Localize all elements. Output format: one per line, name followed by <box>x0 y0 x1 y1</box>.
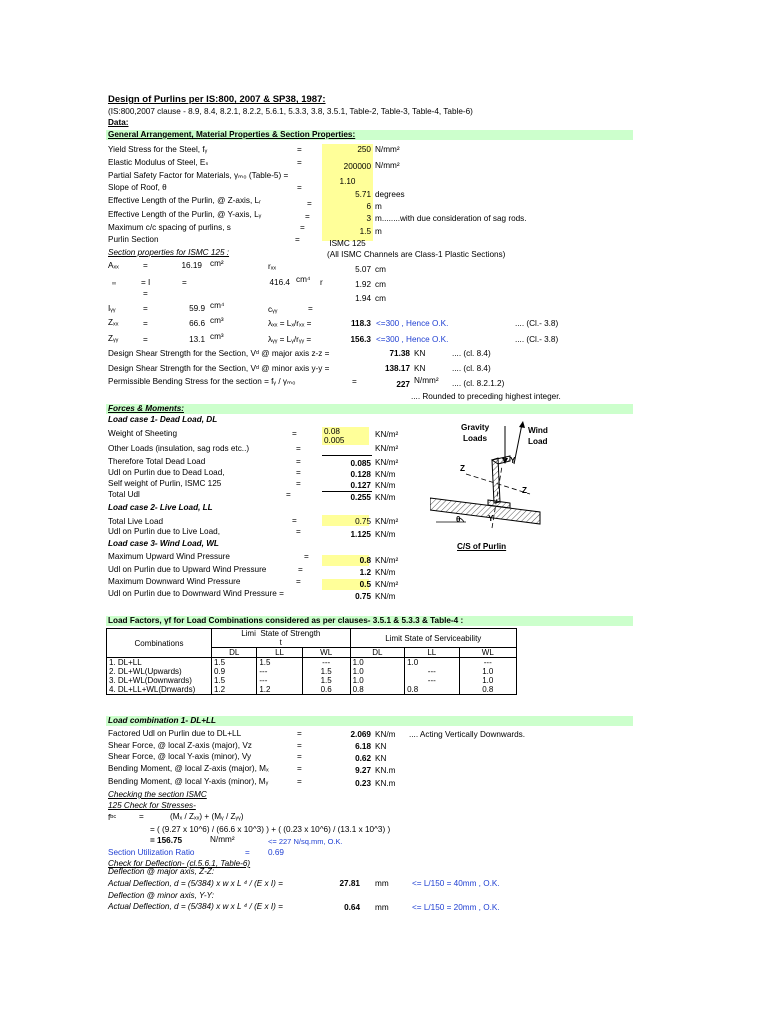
dead-unit: KN/m <box>375 481 396 490</box>
factor-cell: 1.5 <box>212 676 257 685</box>
shear-minor-value: 138.17 <box>384 364 410 373</box>
bending-stress-unit: N/mm² <box>414 376 439 385</box>
dead-eq: = <box>296 479 301 488</box>
lambda-yy-label: λᵧᵧ = Lᵧ/rᵧᵧ = <box>268 335 312 344</box>
live-eq: = <box>292 516 297 525</box>
combo-eq: = <box>297 741 302 750</box>
lambda-yy-clause: .... (Cl.- 3.8) <box>515 335 559 344</box>
shear-major-label: Design Shear Strength for the Section, Vᵈ @ major axis z-z = <box>108 349 330 358</box>
strength-header-b: State of Strength <box>260 629 321 638</box>
rounded-note: .... Rounded to preceding highest integer. <box>411 392 561 401</box>
z-axis-label: Z <box>522 486 528 495</box>
z-axis-label: Z <box>460 464 466 473</box>
izz-eq: = I <box>141 278 151 287</box>
dead-label: Total Udl <box>108 490 140 499</box>
wind-eq: = <box>298 565 303 574</box>
combo-value: 2.069 <box>350 730 371 739</box>
bending-stress-clause: .... (cl. 8.2.1.2) <box>452 379 505 388</box>
combo-label: Factored Udl on Purlin due to DL+LL <box>108 729 242 738</box>
zyy-unit: cm³ <box>210 332 224 341</box>
fbc-check: <= 227 N/sq.mm, O.K. <box>268 837 343 846</box>
cyy-label: cᵧᵧ <box>268 305 278 314</box>
fbc-substitution: = ( (9.27 x 10^6) / (66.6 x 10^3) ) + ( (0.23 x 10^6) / (13.1 x 10^3) ) <box>150 825 391 834</box>
prop-unit: degrees <box>375 190 405 199</box>
deflection-minor-unit: mm <box>375 903 389 912</box>
fbc-result: = 156.75 <box>150 836 183 845</box>
wind-unit: KN/m <box>375 592 396 601</box>
dead-value: 0.127 <box>350 481 371 490</box>
theta-label: θ <box>456 515 461 524</box>
prop-label: Effective Length of the Purlin, @ Y-axis, Lᵧ <box>108 210 262 219</box>
combo-label: Shear Force, @ local Y-axis (minor), Vy <box>108 752 252 761</box>
factor-cell: --- <box>257 667 302 676</box>
table-row <box>107 685 517 695</box>
dead-unit: KN/m² <box>375 430 399 439</box>
table-row <box>107 667 517 676</box>
dead-eq: = <box>296 468 301 477</box>
forces-heading: Forces & Moments: <box>108 404 184 413</box>
channel-web <box>492 458 500 503</box>
factor-cell: 1.2 <box>212 685 257 695</box>
purlin-section-value[interactable]: ISMC 125 <box>329 239 366 248</box>
prop-eq: = <box>295 235 300 244</box>
prop-value[interactable]: 1.10 <box>339 177 356 186</box>
zyy-value: 13.1 <box>189 335 205 344</box>
sub-header: DL <box>212 648 257 658</box>
dead-unit: KN/m² <box>375 444 399 453</box>
utilization-eq: = <box>245 848 250 857</box>
prop-unit: m........with due consideration of sag rods. <box>375 214 527 223</box>
rzz-label: rₓₓ <box>268 262 277 271</box>
forces-band <box>106 404 633 414</box>
prop-value[interactable]: 200000 <box>343 162 371 171</box>
factor-cell: 0.8 <box>459 685 516 695</box>
dead-unit: KN/m² <box>375 458 399 467</box>
combo-name: 3. DL+WL(Downwards) <box>107 676 212 685</box>
factor-cell: 0.9 <box>212 667 257 676</box>
dead-unit: KN/m <box>375 493 396 502</box>
prop-label: Yield Stress for the Steel, fᵧ <box>108 145 208 154</box>
factor-cell: --- <box>257 676 302 685</box>
shear-minor-clause: .... (cl. 8.4) <box>452 364 491 373</box>
lambda-zz-clause: .... (Cl.- 3.8) <box>515 319 559 328</box>
combo-eq: = <box>297 764 302 773</box>
dead-eq: = <box>286 490 291 499</box>
prop-unit: N/mm² <box>375 145 400 154</box>
combo-label: Bending Moment, @ local Y-axis (minor), Mᵧ <box>108 777 269 786</box>
utilization-label: Section Utilization Ratio <box>108 848 195 857</box>
purlin-cross-section-diagram <box>430 420 550 560</box>
general-heading: General Arrangement, Material Properties & Section Properties: <box>108 130 356 139</box>
wind-eq: = <box>296 577 301 586</box>
bending-stress-eq: = <box>352 377 357 386</box>
live-value: 1.125 <box>350 530 371 539</box>
bending-stress-value: 227 <box>396 380 410 389</box>
wind-unit: KN/m <box>375 568 396 577</box>
factor-cell: 1.0 <box>350 676 404 685</box>
y-axis-label: Y <box>488 514 494 523</box>
iyy-label: Iᵧᵧ <box>108 304 116 313</box>
rzz-unit: cm <box>375 265 386 274</box>
wind-label: Udl on Purlin due to Upward Wind Pressure <box>108 565 267 574</box>
live-load-heading: Load case 2- Live Load, LL <box>108 503 213 512</box>
izz-r: r <box>320 278 323 287</box>
deflection-major-check: <= L/150 = 40mm , O.K. <box>412 879 500 888</box>
rafter-plate <box>430 498 540 524</box>
deflection-major-heading: Deflection @ major axis, Z-Z: <box>108 867 215 876</box>
strength-header <box>212 629 351 648</box>
sub-header: DL <box>350 648 404 658</box>
prop-eq: = <box>297 183 302 192</box>
combo-value: 9.27 <box>355 766 371 775</box>
strength-header-c: t <box>279 638 282 647</box>
lambda-yy-value: 156.3 <box>350 335 371 344</box>
zzz-unit: cm³ <box>210 316 224 325</box>
zzz-value: 66.6 <box>189 319 205 328</box>
wind-eq: = <box>304 552 309 561</box>
deflection-major-formula: Actual Deflection, d = (5/384) x w x L ⁴ / (E x I) = <box>108 879 283 888</box>
prop-eq: = <box>297 145 302 154</box>
factor-cell: 0.6 <box>302 685 350 695</box>
dead-label: Therefore Total Dead Load <box>108 457 206 466</box>
factor-cell: 1.5 <box>302 667 350 676</box>
page-title: Design of Purlins per IS:800, 2007 & SP38, 1987: <box>108 94 326 105</box>
izz-unit: cm⁴ <box>296 275 311 284</box>
r3-unit: cm <box>375 294 386 303</box>
y-axis-label: Y <box>510 456 516 465</box>
zzz-eq: = <box>143 319 148 328</box>
wind-value: 0.75 <box>355 592 371 601</box>
r2-unit: cm <box>375 280 386 289</box>
prop-label: Maximum c/c spacing of purlins, s <box>108 223 231 232</box>
fbc-unit: N/mm² <box>210 835 235 844</box>
prop-label: Effective Length of the Purlin, @ Z-axis, Lᵣ <box>108 196 262 205</box>
prop-value[interactable]: 3 <box>366 214 371 223</box>
factor-cell: 1.0 <box>459 667 516 676</box>
sub-header: LL <box>405 648 459 658</box>
wind-value[interactable]: 0.5 <box>359 580 371 589</box>
sub-header: LL <box>257 648 302 658</box>
combo-eq: = <box>297 729 302 738</box>
prop-value[interactable]: 6 <box>366 202 371 211</box>
lambda-zz-label: λₓₓ = Lₓ/rₓₓ = <box>268 319 312 328</box>
dead-label: Other Loads (insulation, sag rods etc..) <box>108 444 250 453</box>
dead-label: Weight of Sheeting <box>108 429 178 438</box>
prop-unit: m <box>375 202 382 211</box>
iyy-eq: = <box>143 304 148 313</box>
wind-label: Maximum Downward Wind Pressure <box>108 577 241 586</box>
bending-stress-label: Permissible Bending Stress for the section = fᵧ / γₘ₀ <box>108 377 296 386</box>
data-heading: Data: <box>108 118 129 127</box>
factor-cell: 1.5 <box>302 676 350 685</box>
iyy-unit: cm⁴ <box>210 301 225 310</box>
factor-cell: --- <box>405 667 459 676</box>
live-unit: KN/m <box>375 530 396 539</box>
combo-label: Shear Force, @ local Z-axis (major), Vz <box>108 741 252 750</box>
plastic-note: (All ISMC Channels are Class-1 Plastic Sections) <box>327 250 506 259</box>
r2-value: 1.92 <box>355 280 371 289</box>
combo-name: 1. DL+LL <box>107 658 212 668</box>
azz-value: 16.19 <box>181 261 202 270</box>
factor-cell: 1.2 <box>257 685 302 695</box>
combinations-header: Combinations <box>107 629 212 658</box>
factor-cell: 1.5 <box>212 658 257 668</box>
wind-label: Maximum Upward Wind Pressure <box>108 552 230 561</box>
strength-header-a: Limi <box>241 629 256 638</box>
fbc-formula: (Mₓ / Zₓₓ) + (Mᵧ / Zᵧᵧ) <box>170 812 244 821</box>
live-label: Udl on Purlin due to Live Load, <box>108 527 220 536</box>
combo-name: 2. DL+WL(Upwards) <box>107 667 212 676</box>
prop-value[interactable]: 5.71 <box>355 190 371 199</box>
dead-eq: = <box>292 429 297 438</box>
load-label: Load <box>528 437 548 446</box>
deflection-minor-value: 0.64 <box>344 903 360 912</box>
shear-minor-label: Design Shear Strength for the Section, Vᵈ @ minor axis y-y = <box>108 364 330 373</box>
prop-eq: = <box>297 158 302 167</box>
deflection-major-value: 27.81 <box>339 879 360 888</box>
wind-load-heading: Load case 3- Wind Load, WL <box>108 539 219 548</box>
combo-label: Bending Moment, @ local Z-axis (major), Mₓ <box>108 764 269 773</box>
clause-list: (IS:800,2007 clause - 8.9, 8.4, 8.2.1, 8.2.2, 5.6.1, 5.3.3, 3.8, 3.5.1, Table-2, Table-3, Table-4, Table-6) <box>108 107 473 116</box>
deflection-heading: Check for Deflection- (cl.5.6.1, Table-6) <box>108 859 251 868</box>
gravity-label: Gravity <box>461 423 490 432</box>
combo-unit: KN.m <box>375 779 396 788</box>
deflection-minor-heading: Deflection @ minor axis, Y-Y: <box>108 891 214 900</box>
deflection-major-unit: mm <box>375 879 389 888</box>
table-row <box>107 658 517 668</box>
prop-unit: m <box>375 227 382 236</box>
dead-value: 0.085 <box>350 459 371 468</box>
combo-note: .... Acting Vertically Downwards. <box>409 730 526 739</box>
dead-label: Self weight of Purlin, ISMC 125 <box>108 479 222 488</box>
combo-value: 6.18 <box>355 742 371 751</box>
deflection-minor-check: <= L/150 = 20mm , O.K. <box>412 903 500 912</box>
factor-cell: --- <box>302 658 350 668</box>
factor-cell: 1.5 <box>257 658 302 668</box>
rzz-value: 5.07 <box>355 265 371 274</box>
prop-label: Partial Safety Factor for Materials, γₘ₀ (Table-5) = <box>108 171 289 180</box>
izz-label: ₓₓ <box>112 280 116 286</box>
combo-value: 0.62 <box>355 754 371 763</box>
prop-label: Slope of Roof, θ <box>108 183 167 192</box>
iyy-value: 59.9 <box>189 304 205 313</box>
wind-label: Wind <box>528 426 548 435</box>
shear-major-clause: .... (cl. 8.4) <box>452 349 491 358</box>
factor-cell: 1.0 <box>350 658 404 668</box>
factor-cell: 1.0 <box>350 667 404 676</box>
live-unit: KN/m² <box>375 517 399 526</box>
izz-value: 416.4 <box>269 278 290 287</box>
diagram-caption: C/S of Purlin <box>457 542 507 551</box>
factor-cell: --- <box>405 676 459 685</box>
factor-cell: 1.0 <box>405 658 459 668</box>
combo-unit: KN <box>375 742 387 751</box>
load-factors-table <box>106 628 517 695</box>
wind-unit: KN/m² <box>375 556 399 565</box>
dead-value: 0.128 <box>350 470 371 479</box>
shear-major-unit: KN <box>414 349 426 358</box>
wind-value[interactable]: 0.8 <box>359 556 371 565</box>
azz-unit: cm² <box>210 259 224 268</box>
azz-label: Aₓₓ <box>108 261 119 270</box>
sum-line <box>322 455 372 456</box>
table-row <box>107 676 517 685</box>
live-value[interactable]: 0.75 <box>355 517 371 526</box>
izz-eq2: = <box>182 278 187 287</box>
shear-minor-unit: KN <box>414 364 426 373</box>
combo-eq: = <box>297 777 302 786</box>
combo-name: 4. DL+LL+WL(Dnwards) <box>107 685 212 695</box>
combo-unit: KN/m <box>375 730 396 739</box>
dead-eq: = <box>296 457 301 466</box>
combo-heading: Load combination 1- DL+LL <box>108 716 217 725</box>
loads-label: Loads <box>463 434 488 443</box>
prop-value[interactable]: 250 <box>357 145 371 154</box>
prop-label: Purlin Section <box>108 235 159 244</box>
combo-unit: KN.m <box>375 766 396 775</box>
zyy-label: Zᵧᵧ <box>108 334 119 343</box>
factor-cell: 0.8 <box>405 685 459 695</box>
cyy-eq: = <box>308 304 313 313</box>
load-factors-heading: Load Factors, γf for Load Combinations considered as per clauses- 3.5.1 & 5.3.3 & Table-4 : <box>108 616 464 625</box>
lambda-zz-check: <=300 , Hence O.K. <box>376 319 449 328</box>
sum-line <box>322 491 372 492</box>
live-eq: = <box>296 527 301 536</box>
dead-value[interactable]: 0.08 <box>324 427 340 436</box>
fbc-label: fᵇᶜ <box>108 813 117 822</box>
factor-cell: 0.8 <box>350 685 404 695</box>
lambda-yy-check: <=300 , Hence O.K. <box>376 335 449 344</box>
prop-eq: = <box>307 199 312 208</box>
prop-label: Elastic Modulus of Steel, Eₛ <box>108 158 209 167</box>
combo-value: 0.23 <box>355 779 371 788</box>
dead-value: 0.255 <box>350 493 371 502</box>
deflection-minor-formula: Actual Deflection, d = (5/384) x w x L ⁴ / (E x I) = <box>108 902 283 911</box>
check-stress-line1: Checking the section ISMC <box>108 790 207 799</box>
wind-value: 1.2 <box>359 568 371 577</box>
prop-unit: N/mm² <box>375 161 400 170</box>
prop-value[interactable]: 1.5 <box>359 227 371 236</box>
zzz-label: Zₓₓ <box>108 318 119 327</box>
section-properties-heading: Section properties for ISMC 125 : <box>108 248 230 257</box>
check-stress-line2: 125 Check for Stresses- <box>108 801 196 810</box>
factor-cell: --- <box>459 658 516 668</box>
combo-unit: KN <box>375 754 387 763</box>
azz-eq: = <box>143 261 148 270</box>
lambda-zz-value: 118.3 <box>350 319 371 328</box>
r3-value: 1.94 <box>355 294 371 303</box>
serviceability-header: Limit State of Serviceability <box>350 629 516 648</box>
sub-header: WL <box>302 648 350 658</box>
dead-eq: = <box>296 444 301 453</box>
live-label: Total Live Load <box>108 517 164 526</box>
zyy-eq: = <box>143 335 148 344</box>
fbc-eq: = <box>139 812 144 821</box>
eq3: = <box>143 289 148 298</box>
factor-cell: 1.0 <box>459 676 516 685</box>
combo-eq: = <box>297 752 302 761</box>
dead-load-heading: Load case 1- Dead Load, DL <box>108 415 218 424</box>
sub-header: WL <box>459 648 516 658</box>
wind-unit: KN/m² <box>375 580 399 589</box>
dead-value[interactable]: 0.005 <box>324 436 345 445</box>
wind-label: Udl on Purlin due to Downward Wind Pressure = <box>108 589 284 598</box>
dead-unit: KN/m <box>375 470 396 479</box>
dead-label: Udl on Purlin due to Dead Load, <box>108 468 225 477</box>
prop-eq: = <box>305 212 310 221</box>
shear-major-value: 71.38 <box>389 349 410 358</box>
prop-eq: = <box>300 223 305 232</box>
utilization-value: 0.69 <box>268 848 284 857</box>
